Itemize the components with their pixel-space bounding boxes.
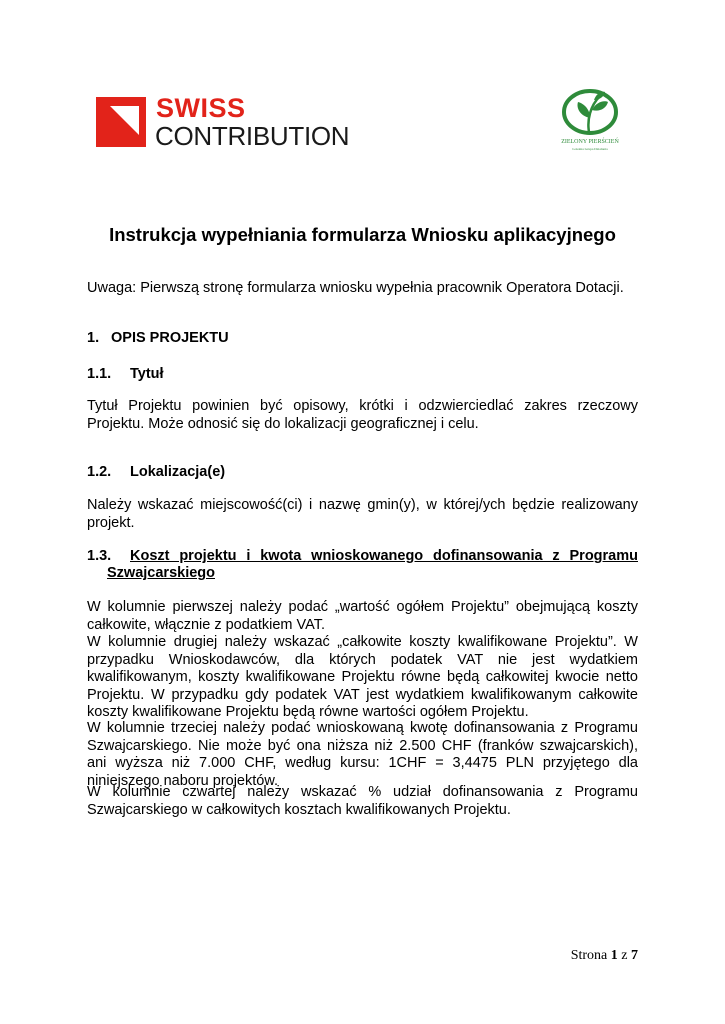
leaf-ring-icon [556,88,624,140]
section-1-2-text: Należy wskazać miejscowość(ci) i nazwę gmin(y), w której/ych będzie realizowany projekt. [87,497,638,531]
section-1-2-number: 1.2. [87,464,112,480]
footer-prefix: Strona [570,948,608,963]
swiss-logo-word: SWISS [156,93,246,123]
section-1-1-number: 1.1. [87,366,112,382]
footer-separator: z [621,948,628,963]
swiss-logo-mark-icon [96,97,146,147]
section-1-3-paragraph-1: W kolumnie pierwszej należy podać „wartość ogółem Projektu” obejmującą koszty całkowite, włącznie z podatkiem VAT. [87,599,638,633]
section-1-2-label: Lokalizacja(e) [130,464,226,480]
green-logo-subtitle: Lokalna Grupa Działania [572,147,608,151]
document-title: Instrukcja wypełniania formularza Wniosku aplikacyjnego [109,224,616,245]
zielony-pierscien-logo [556,88,624,178]
page-footer [555,948,638,964]
footer-page-total: 7 [631,948,638,963]
section-1-1-label: Tytuł [130,366,164,382]
section-1-3-paragraph-2: W kolumnie drugiej należy wskazać „całkowite koszty kwalifikowane Projektu”. W przypadku Wnioskodawców, dla których podatek VAT nie jest wydatkiem kwalifikowanym, koszty kwalifikowane Projektu równe będą całkowitej kwocie netto Projektu. W przypadku gdy podatek VAT jest wydatkiem kwalifikowanym całkowite koszty kwalifikowane Projektu będą równe wartości ogółem Projektu. [87,634,638,720]
section-1-3-label-line2: Szwajcarskiego [107,565,215,581]
section-1-3-heading [87,548,638,581]
contribution-logo-word: CONTRIBUTION [155,121,350,151]
section-1-3-label-line1: Koszt projektu i kwota wnioskowanego dofinansowania z Programu [130,548,638,564]
section-1-heading [87,330,229,346]
section-1-1-text: Tytuł Projektu powinien być opisowy, krótki i odzwierciedlać zakres rzeczowy Projektu. Może odnosić się do lokalizacji geograficznej i celu. [87,398,638,432]
section-1-3-paragraph-4: W kolumnie czwartej należy wskazać % udział dofinansowania z Programu Szwajcarskiego w całkowitych kosztach kwalifikowanych Projektu. [87,784,638,818]
section-1-label: OPIS PROJEKTU [111,330,229,346]
footer-page-number: 1 [610,948,618,963]
section-1-1-heading [87,366,164,382]
green-logo-name: ZIELONY PIERŚCIEŃ [561,139,619,145]
section-1-2-heading [87,464,225,480]
swiss-contribution-logo [96,93,350,151]
note-text: Uwaga: Pierwszą stronę formularza wniosku wypełnia pracownik Operatora Dotacji. [87,280,624,296]
section-1-3-number: 1.3. [87,548,112,564]
section-1-3-paragraph-3: W kolumnie trzeciej należy podać wnioskowaną kwotę dofinansowania z Programu Szwajcarskiego. Nie może być ona niższa niż 2.500 CHF (franków szwajcarskich), ani wyższa niż 7.000 CHF, według kursu: 1CHF = 3,4475 PLN przyjętego dla niniejszego naboru projektów. [87,720,638,789]
section-1-number: 1. [87,330,100,346]
